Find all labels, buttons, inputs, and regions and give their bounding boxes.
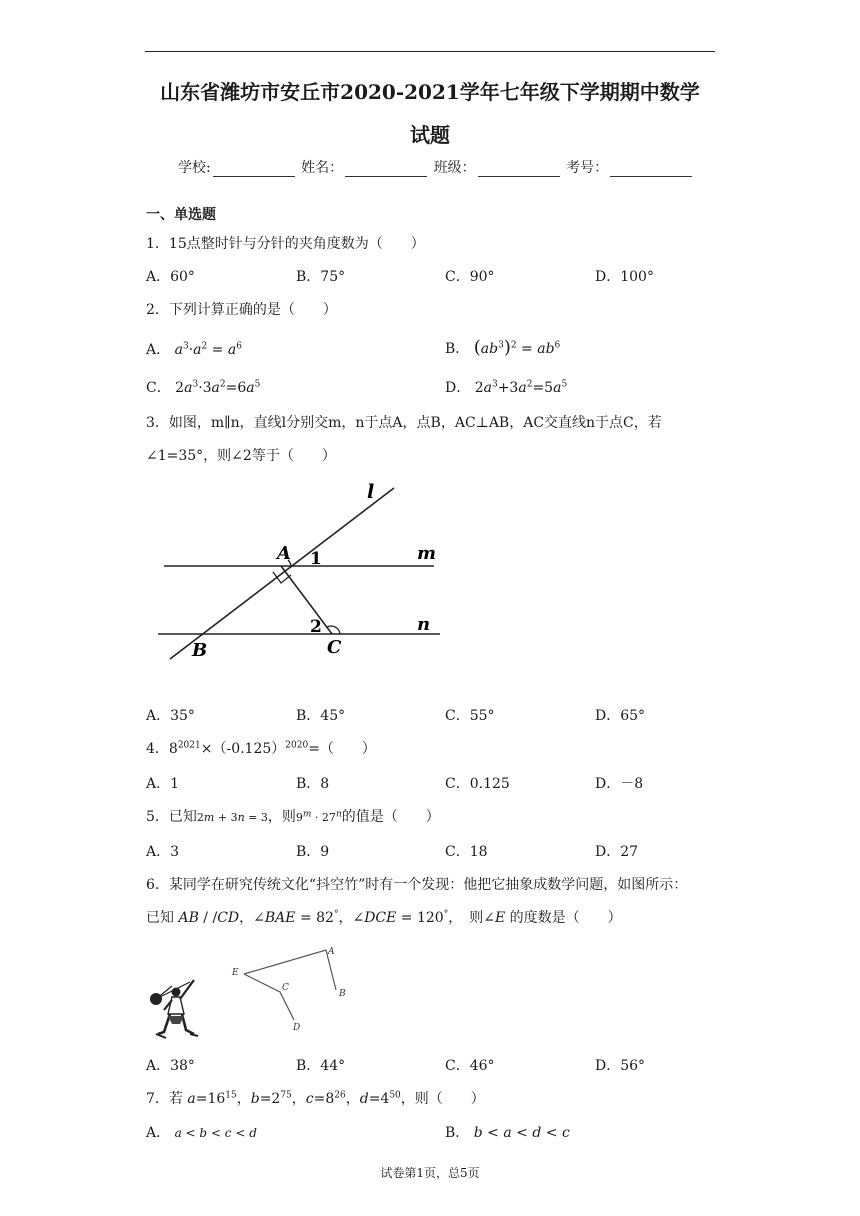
- question-3-option-c: C．55°: [445, 708, 495, 724]
- name-blank: [345, 162, 427, 177]
- question-5-stem: 5．已知2m + 3n = 3，则$9^m \cdot 27^n$的值是（ ）: [146, 809, 440, 825]
- question-3-option-d: D．65°: [595, 708, 646, 724]
- class-label: 班级：: [433, 160, 476, 176]
- question-1-stem: 1．15点整时针与分针的夹角度数为（ ）: [146, 236, 425, 252]
- label-angle-2: 2: [310, 617, 322, 637]
- question-2-option-d-formula: $2a^3+3a^2=5a^5$: [474, 379, 568, 396]
- question-7-option-a-formula: a < b < c < d: [174, 1126, 257, 1140]
- label-e: E: [232, 968, 239, 978]
- question-2-option-a-formula: $a^3\cdot a^2 = a^6$: [174, 341, 242, 358]
- question-2-option-b-formula: $(ab^3)^2 = ab^6$: [473, 337, 561, 358]
- school-label: 学校:: [178, 160, 211, 176]
- question-2-option-c-formula: $2a^3\cdot 3a^2=6a^5$: [175, 379, 261, 396]
- question-2-stem: 2．下列计算正确的是（ ）: [146, 302, 337, 318]
- question-4-option-a: A．1: [146, 776, 180, 792]
- label-l: l: [367, 481, 375, 503]
- question-2-option-d: D． $2a^3+3a^2=5a^5$: [445, 379, 568, 396]
- question-3-option-a: A．35°: [146, 708, 195, 724]
- header-rule: [145, 51, 715, 52]
- question-7-option-b-formula: b < a < d < c: [473, 1125, 570, 1141]
- label-d: D: [293, 1023, 301, 1033]
- question-1-option-c: C．90°: [445, 269, 495, 285]
- question-6-option-b: B．44°: [296, 1058, 346, 1074]
- name-label: 姓名：: [301, 160, 344, 176]
- question-6-option-a: A．38°: [146, 1058, 195, 1074]
- question-1-option-a: A．60°: [146, 269, 195, 285]
- label-angle-1: 1: [310, 549, 322, 569]
- label-b: B: [192, 640, 208, 661]
- label-a: A: [328, 947, 335, 957]
- polyline-e-a-b: [244, 950, 336, 990]
- question-4-stem: 4．$8^{2021}\times(-0.125)^{2020}=$（ ）: [146, 740, 376, 757]
- question-1-option-b: B．75°: [296, 269, 346, 285]
- question-3-figure: [150, 478, 450, 668]
- page-title: 山东省潍坊市安丘市2020-2021学年七年级下学期期中数学: [160, 80, 700, 104]
- label-c: C: [327, 637, 342, 658]
- question-4-option-b: B．8: [296, 776, 330, 792]
- school-blank: [213, 162, 295, 177]
- section-heading: 一、单选题: [146, 207, 216, 223]
- label-n: n: [417, 614, 431, 635]
- label-b: B: [339, 989, 346, 999]
- label-c: C: [282, 983, 289, 993]
- question-7-stem: 7．若 $a=16^{15}$，$b=2^{75}$，$c=8^{26}$，$d=4^{50}$，则（ ）: [146, 1090, 485, 1107]
- exam-number-label: 考号：: [566, 160, 609, 176]
- question-2-option-b: B． $(ab^3)^2 = ab^6$: [445, 337, 561, 358]
- question-1-option-d: D．100°: [595, 269, 654, 285]
- student-info-line: [178, 157, 694, 177]
- question-5-option-d: D．27: [595, 844, 639, 860]
- diabolo-player-figure: [146, 972, 202, 1040]
- question-3-stem-line-1: 3．如图，m∥n，直线l分别交m，n于点A，点B，AC⊥AB，AC交直线n于点C，若: [146, 415, 662, 431]
- question-3-stem-line-2: ∠1=35°，则∠2等于（ ）: [146, 448, 336, 464]
- question-2-option-a: A． $a^3\cdot a^2 = a^6$: [146, 341, 242, 358]
- exam-number-blank: [610, 162, 692, 177]
- question-6-option-d: D．56°: [595, 1058, 646, 1074]
- label-a: A: [277, 543, 291, 564]
- label-m: m: [417, 543, 437, 564]
- page-title-continued: 试题: [410, 123, 450, 147]
- question-7-option-b: B． b < a < d < c: [445, 1125, 570, 1141]
- question-4-option-d: D．－8: [595, 776, 644, 792]
- question-3-option-b: B．45°: [296, 708, 346, 724]
- page-footer: 试卷第1页，总5页: [380, 1166, 480, 1180]
- class-blank: [478, 162, 560, 177]
- question-7-option-a: A． a < b < c < d: [146, 1125, 257, 1141]
- question-6-stem-line-2: 已知 AB / /CD，∠BAE = 82°，∠DCE = 120°， 则∠E 的度数是（ ）: [146, 909, 622, 926]
- question-6-stem-line-1: 6．某同学在研究传统文化“抖空竹”时有一个发现：他把它抽象成数学问题，如图所示：: [146, 877, 688, 893]
- question-4-option-c: C．0.125: [445, 776, 510, 792]
- question-5-option-b: B．9: [296, 844, 330, 860]
- question-5-option-a: A．3: [146, 844, 180, 860]
- question-2-option-c: C． $2a^3\cdot 3a^2=6a^5$: [146, 379, 261, 396]
- question-6-option-c: C．46°: [445, 1058, 495, 1074]
- polyline-e-c-d: [244, 974, 294, 1020]
- question-5-option-c: C．18: [445, 844, 488, 860]
- question-6-figure: [228, 944, 358, 1039]
